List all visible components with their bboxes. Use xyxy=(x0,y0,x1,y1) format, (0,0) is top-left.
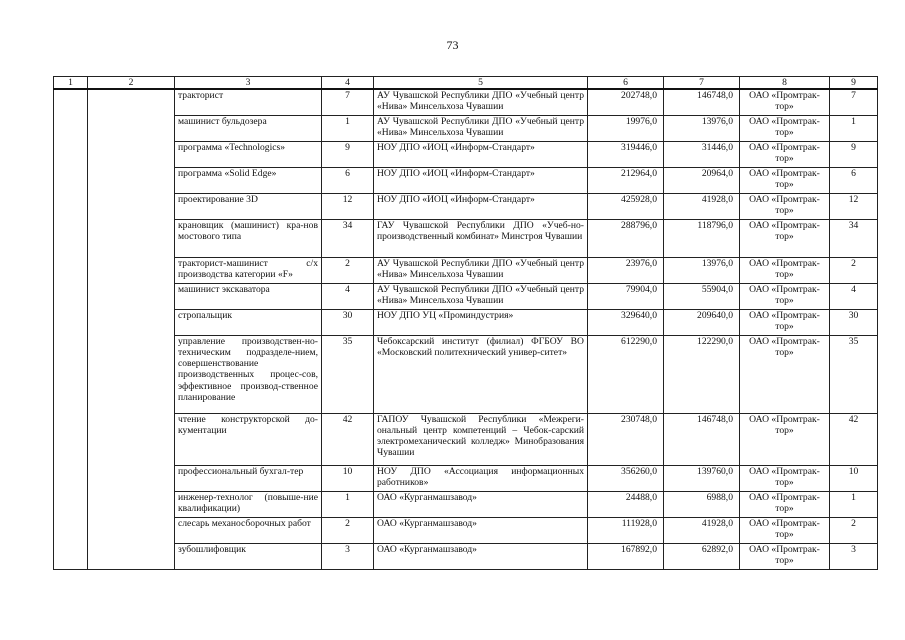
total-cost-cell: 329640,0 xyxy=(588,309,664,335)
data-table xyxy=(53,76,878,570)
occupation-cell: машинист бульдозера xyxy=(175,115,322,141)
employer-cell: ОАО «Промтрак-тор» xyxy=(740,283,830,309)
total-cost-cell: 212964,0 xyxy=(588,167,664,193)
header-cell: 4 xyxy=(322,77,374,90)
occupation-cell: инженер-технолог (повыше-ние квалификации) xyxy=(175,491,322,517)
empty-cell xyxy=(88,167,175,193)
empty-cell xyxy=(54,413,88,465)
subsidy-cell: 118796,0 xyxy=(664,219,740,257)
subsidy-cell: 146748,0 xyxy=(664,89,740,115)
count-cell: 10 xyxy=(322,465,374,491)
empty-cell xyxy=(54,141,88,167)
employees-cell: 42 xyxy=(830,413,878,465)
empty-cell xyxy=(88,309,175,335)
header-cell: 9 xyxy=(830,77,878,90)
empty-cell xyxy=(88,219,175,257)
employees-cell: 4 xyxy=(830,283,878,309)
total-cost-cell: 230748,0 xyxy=(588,413,664,465)
employer-cell: ОАО «Промтрак-тор» xyxy=(740,465,830,491)
empty-cell xyxy=(54,219,88,257)
table-row xyxy=(54,413,878,465)
count-cell: 9 xyxy=(322,141,374,167)
count-cell: 3 xyxy=(322,543,374,569)
empty-cell xyxy=(88,335,175,413)
institution-cell: ОАО «Курганмашзавод» xyxy=(374,491,588,517)
count-cell: 12 xyxy=(322,193,374,219)
total-cost-cell: 24488,0 xyxy=(588,491,664,517)
institution-cell: ГАУ Чувашской Республики ДПО «Учеб-но-производственный комбинат» Минстроя Чувашии xyxy=(374,219,588,257)
total-cost-cell: 288796,0 xyxy=(588,219,664,257)
table-row xyxy=(54,309,878,335)
employees-cell: 2 xyxy=(830,257,878,283)
table-row xyxy=(54,517,878,543)
institution-cell: НОУ ДПО УЦ «Проминдустрия» xyxy=(374,309,588,335)
subsidy-cell: 13976,0 xyxy=(664,115,740,141)
header-cell: 3 xyxy=(175,77,322,90)
empty-cell xyxy=(88,543,175,569)
table-row xyxy=(54,491,878,517)
institution-cell: ОАО «Курганмашзавод» xyxy=(374,543,588,569)
employees-cell: 10 xyxy=(830,465,878,491)
employees-cell: 30 xyxy=(830,309,878,335)
table-row xyxy=(54,257,878,283)
total-cost-cell: 79904,0 xyxy=(588,283,664,309)
institution-cell: ГАПОУ Чувашской Республики «Межреги-ональный центр компетенций – Чебок-сарский электромеханический колледж» Минобразования Чувашии xyxy=(374,413,588,465)
table-row xyxy=(54,115,878,141)
institution-cell: Чебоксарский институт (филиал) ФГБОУ ВО «Московский политехнический универ-ситет» xyxy=(374,335,588,413)
total-cost-cell: 167892,0 xyxy=(588,543,664,569)
table-row xyxy=(54,465,878,491)
employees-cell: 34 xyxy=(830,219,878,257)
employer-cell: ОАО «Промтрак-тор» xyxy=(740,309,830,335)
empty-cell xyxy=(54,115,88,141)
empty-cell xyxy=(54,543,88,569)
subsidy-cell: 122290,0 xyxy=(664,335,740,413)
empty-cell xyxy=(54,465,88,491)
subsidy-cell: 41928,0 xyxy=(664,193,740,219)
header-row xyxy=(54,77,878,90)
count-cell: 34 xyxy=(322,219,374,257)
occupation-cell: тракторист xyxy=(175,89,322,115)
empty-cell xyxy=(54,335,88,413)
occupation-cell: профессиональный бухгал-тер xyxy=(175,465,322,491)
table-row xyxy=(54,283,878,309)
employer-cell: ОАО «Промтрак-тор» xyxy=(740,141,830,167)
subsidy-cell: 6988,0 xyxy=(664,491,740,517)
institution-cell: НОУ ДПО «ИОЦ «Информ-Стандарт» xyxy=(374,193,588,219)
total-cost-cell: 111928,0 xyxy=(588,517,664,543)
institution-cell: НОУ ДПО «ИОЦ «Информ-Стандарт» xyxy=(374,141,588,167)
empty-cell xyxy=(54,257,88,283)
employer-cell: ОАО «Промтрак-тор» xyxy=(740,517,830,543)
header-cell: 8 xyxy=(740,77,830,90)
empty-cell xyxy=(88,89,175,115)
empty-cell xyxy=(54,89,88,115)
total-cost-cell: 19976,0 xyxy=(588,115,664,141)
empty-cell xyxy=(54,309,88,335)
empty-cell xyxy=(88,257,175,283)
count-cell: 42 xyxy=(322,413,374,465)
employees-cell: 1 xyxy=(830,115,878,141)
employer-cell: ОАО «Промтрак-тор» xyxy=(740,115,830,141)
count-cell: 35 xyxy=(322,335,374,413)
occupation-cell: крановщик (машинист) кра-нов мостового типа xyxy=(175,219,322,257)
employer-cell: ОАО «Промтрак-тор» xyxy=(740,193,830,219)
header-cell: 2 xyxy=(88,77,175,90)
subsidy-cell: 13976,0 xyxy=(664,257,740,283)
occupation-cell: проектирование 3D xyxy=(175,193,322,219)
occupation-cell: машинист экскаватора xyxy=(175,283,322,309)
count-cell: 2 xyxy=(322,517,374,543)
empty-cell xyxy=(88,193,175,219)
subsidy-cell: 55904,0 xyxy=(664,283,740,309)
total-cost-cell: 319446,0 xyxy=(588,141,664,167)
occupation-cell: программа «Solid Edge» xyxy=(175,167,322,193)
employees-cell: 3 xyxy=(830,543,878,569)
empty-cell xyxy=(88,413,175,465)
header-cell: 7 xyxy=(664,77,740,90)
employees-cell: 2 xyxy=(830,517,878,543)
empty-cell xyxy=(88,517,175,543)
subsidy-cell: 31446,0 xyxy=(664,141,740,167)
institution-cell: АУ Чувашской Республики ДПО «Учебный центр «Нива» Минсельхоза Чувашии xyxy=(374,89,588,115)
empty-cell xyxy=(54,167,88,193)
empty-cell xyxy=(88,115,175,141)
count-cell: 30 xyxy=(322,309,374,335)
employees-cell: 6 xyxy=(830,167,878,193)
total-cost-cell: 202748,0 xyxy=(588,89,664,115)
employees-cell: 7 xyxy=(830,89,878,115)
count-cell: 4 xyxy=(322,283,374,309)
employer-cell: ОАО «Промтрак-тор» xyxy=(740,257,830,283)
empty-cell xyxy=(88,283,175,309)
subsidy-cell: 62892,0 xyxy=(664,543,740,569)
table-body xyxy=(54,89,878,569)
employer-cell: ОАО «Промтрак-тор» xyxy=(740,335,830,413)
table-row xyxy=(54,141,878,167)
empty-cell xyxy=(54,517,88,543)
table-row xyxy=(54,89,878,115)
table-row xyxy=(54,335,878,413)
total-cost-cell: 23976,0 xyxy=(588,257,664,283)
table-row xyxy=(54,193,878,219)
employees-cell: 1 xyxy=(830,491,878,517)
empty-cell xyxy=(54,491,88,517)
total-cost-cell: 425928,0 xyxy=(588,193,664,219)
employees-cell: 12 xyxy=(830,193,878,219)
employer-cell: ОАО «Промтрак-тор» xyxy=(740,543,830,569)
institution-cell: ОАО «Курганмашзавод» xyxy=(374,517,588,543)
count-cell: 2 xyxy=(322,257,374,283)
count-cell: 6 xyxy=(322,167,374,193)
header-cell: 1 xyxy=(54,77,88,90)
employees-cell: 9 xyxy=(830,141,878,167)
employer-cell: ОАО «Промтрак-тор» xyxy=(740,413,830,465)
empty-cell xyxy=(54,283,88,309)
table-row xyxy=(54,543,878,569)
empty-cell xyxy=(88,465,175,491)
subsidy-cell: 209640,0 xyxy=(664,309,740,335)
header-cell: 6 xyxy=(588,77,664,90)
count-cell: 1 xyxy=(322,115,374,141)
subsidy-cell: 41928,0 xyxy=(664,517,740,543)
occupation-cell: чтение конструкторской до-кументации xyxy=(175,413,322,465)
occupation-cell: стропальщик xyxy=(175,309,322,335)
institution-cell: АУ Чувашской Республики ДПО «Учебный центр «Нива» Минсельхоза Чувашии xyxy=(374,283,588,309)
page-number: 73 xyxy=(446,38,459,52)
empty-cell xyxy=(54,193,88,219)
occupation-cell: тракторист-машинист с/х производства категории «F» xyxy=(175,257,322,283)
subsidy-cell: 146748,0 xyxy=(664,413,740,465)
employer-cell: ОАО «Промтрак-тор» xyxy=(740,491,830,517)
institution-cell: НОУ ДПО «ИОЦ «Информ-Стандарт» xyxy=(374,167,588,193)
subsidy-cell: 20964,0 xyxy=(664,167,740,193)
institution-cell: НОУ ДПО «Ассоциация информационных работников» xyxy=(374,465,588,491)
occupation-cell: слесарь механосборочных работ xyxy=(175,517,322,543)
occupation-cell: программа «Technologics» xyxy=(175,141,322,167)
empty-cell xyxy=(88,141,175,167)
institution-cell: АУ Чувашской Республики ДПО «Учебный центр «Нива» Минсельхоза Чувашии xyxy=(374,257,588,283)
institution-cell: АУ Чувашской Республики ДПО «Учебный центр «Нива» Минсельхоза Чувашии xyxy=(374,115,588,141)
count-cell: 1 xyxy=(322,491,374,517)
occupation-cell: зубошлифовщик xyxy=(175,543,322,569)
table-row xyxy=(54,219,878,257)
employer-cell: ОАО «Промтрак-тор» xyxy=(740,89,830,115)
subsidy-cell: 139760,0 xyxy=(664,465,740,491)
occupation-cell: управление производствен-но-техническим подразделе-нием, совершенствование производственных процес-сов, эффективное производ-ственное планирование xyxy=(175,335,322,413)
employees-cell: 35 xyxy=(830,335,878,413)
table-row xyxy=(54,167,878,193)
employer-cell: ОАО «Промтрак-тор» xyxy=(740,219,830,257)
count-cell: 7 xyxy=(322,89,374,115)
total-cost-cell: 612290,0 xyxy=(588,335,664,413)
header-cell: 5 xyxy=(374,77,588,90)
total-cost-cell: 356260,0 xyxy=(588,465,664,491)
empty-cell xyxy=(88,491,175,517)
employer-cell: ОАО «Промтрак-тор» xyxy=(740,167,830,193)
